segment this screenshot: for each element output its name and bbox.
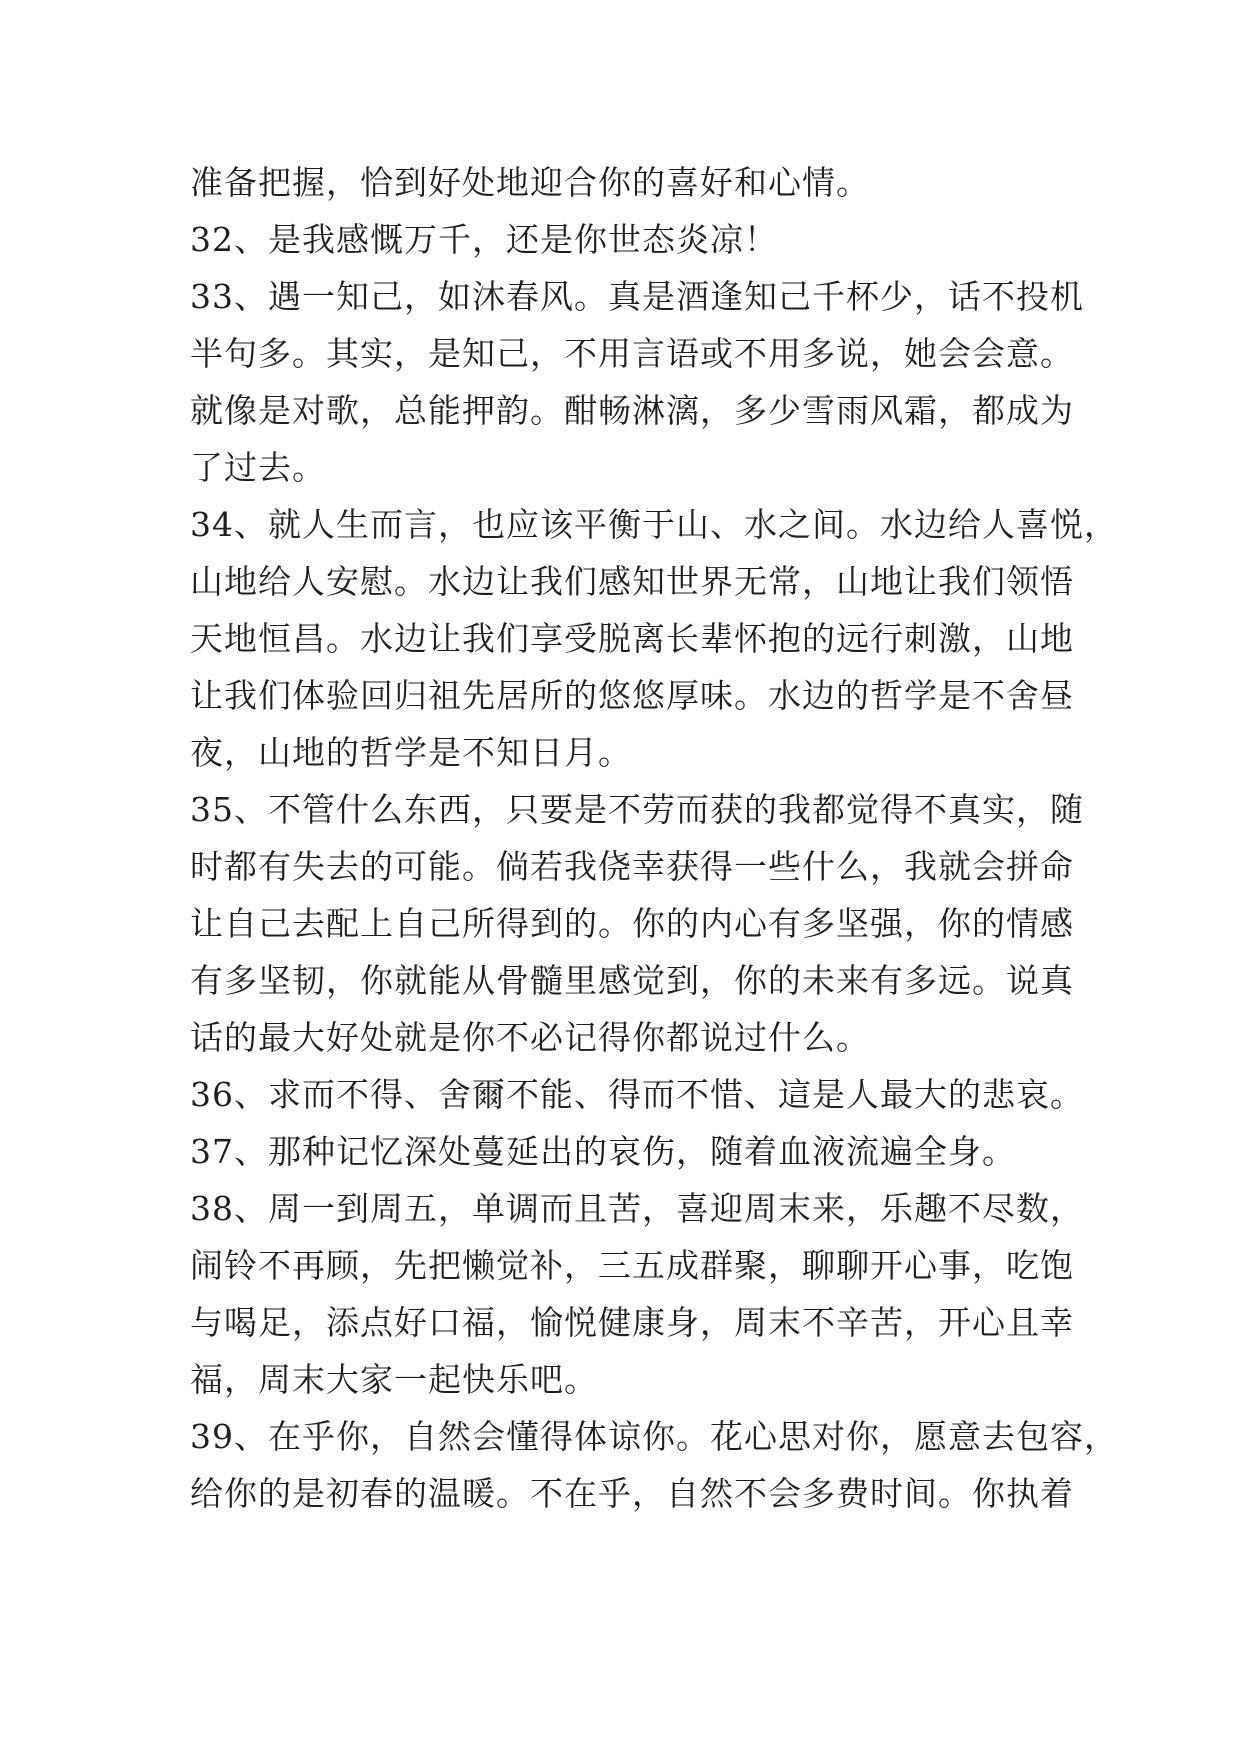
text-line: 有多坚韧，你就能从骨髓里感觉到，你的未来有多远。说真 [190,961,1074,1000]
text-line: 让自己去配上自己所得到的。你的内心有多坚强，你的情感 [190,904,1074,943]
text-line: 了过去。 [190,448,326,487]
document-body [190,154,1118,1522]
text-line: 准备把握，恰到好处地迎合你的喜好和心情。 [190,163,870,202]
text-line: 与喝足，添点好口福，愉悦健康身，周末不辛苦，开心且幸 [190,1303,1074,1342]
text-line: 夜，山地的哲学是不知日月。 [190,733,632,772]
text-line: 33、遇一知己，如沐春风。真是酒逢知己千杯少，话不投机 [190,277,1084,316]
text-line: 半句多。其实，是知己，不用言语或不用多说，她会会意。 [190,334,1074,373]
text-line: 给你的是初春的温暖。不在乎，自然不会多费时间。你执着 [190,1474,1074,1513]
text-line: 39、在乎你，自然会懂得体谅你。花心思对你，愿意去包容， [190,1417,1118,1456]
text-line: 福，周末大家一起快乐吧。 [190,1360,598,1399]
text-line: 山地给人安慰。水边让我们感知世界无常，山地让我们领悟 [190,562,1074,601]
text-line: 38、周一到周五，单调而且苦，喜迎周末来，乐趣不尽数， [190,1189,1084,1228]
text-line: 37、那种记忆深处蔓延出的哀伤，随着血液流遍全身。 [190,1132,1016,1171]
text-line: 36、求而不得、舍爾不能、得而不惜、這是人最大的悲哀。 [190,1075,1084,1114]
text-line: 34、就人生而言，也应该平衡于山、水之间。水边给人喜悦， [190,505,1118,544]
text-line: 闹铃不再顾，先把懒觉补，三五成群聚，聊聊开心事，吃饱 [190,1246,1074,1285]
text-line: 35、不管什么东西，只要是不劳而获的我都觉得不真实，随 [190,790,1084,829]
text-line: 时都有失去的可能。倘若我侥幸获得一些什么，我就会拼命 [190,847,1074,886]
text-line: 32、是我感慨万千，还是你世态炎凉！ [190,220,778,259]
text-line: 天地恒昌。水边让我们享受脱离长辈怀抱的远行刺激，山地 [190,619,1074,658]
text-line: 就像是对歌，总能押韵。酣畅淋漓，多少雪雨风霜，都成为 [190,391,1074,430]
text-line: 话的最大好处就是你不必记得你都说过什么。 [190,1018,870,1057]
text-line: 让我们体验回归祖先居所的悠悠厚味。水边的哲学是不舍昼 [190,676,1074,715]
